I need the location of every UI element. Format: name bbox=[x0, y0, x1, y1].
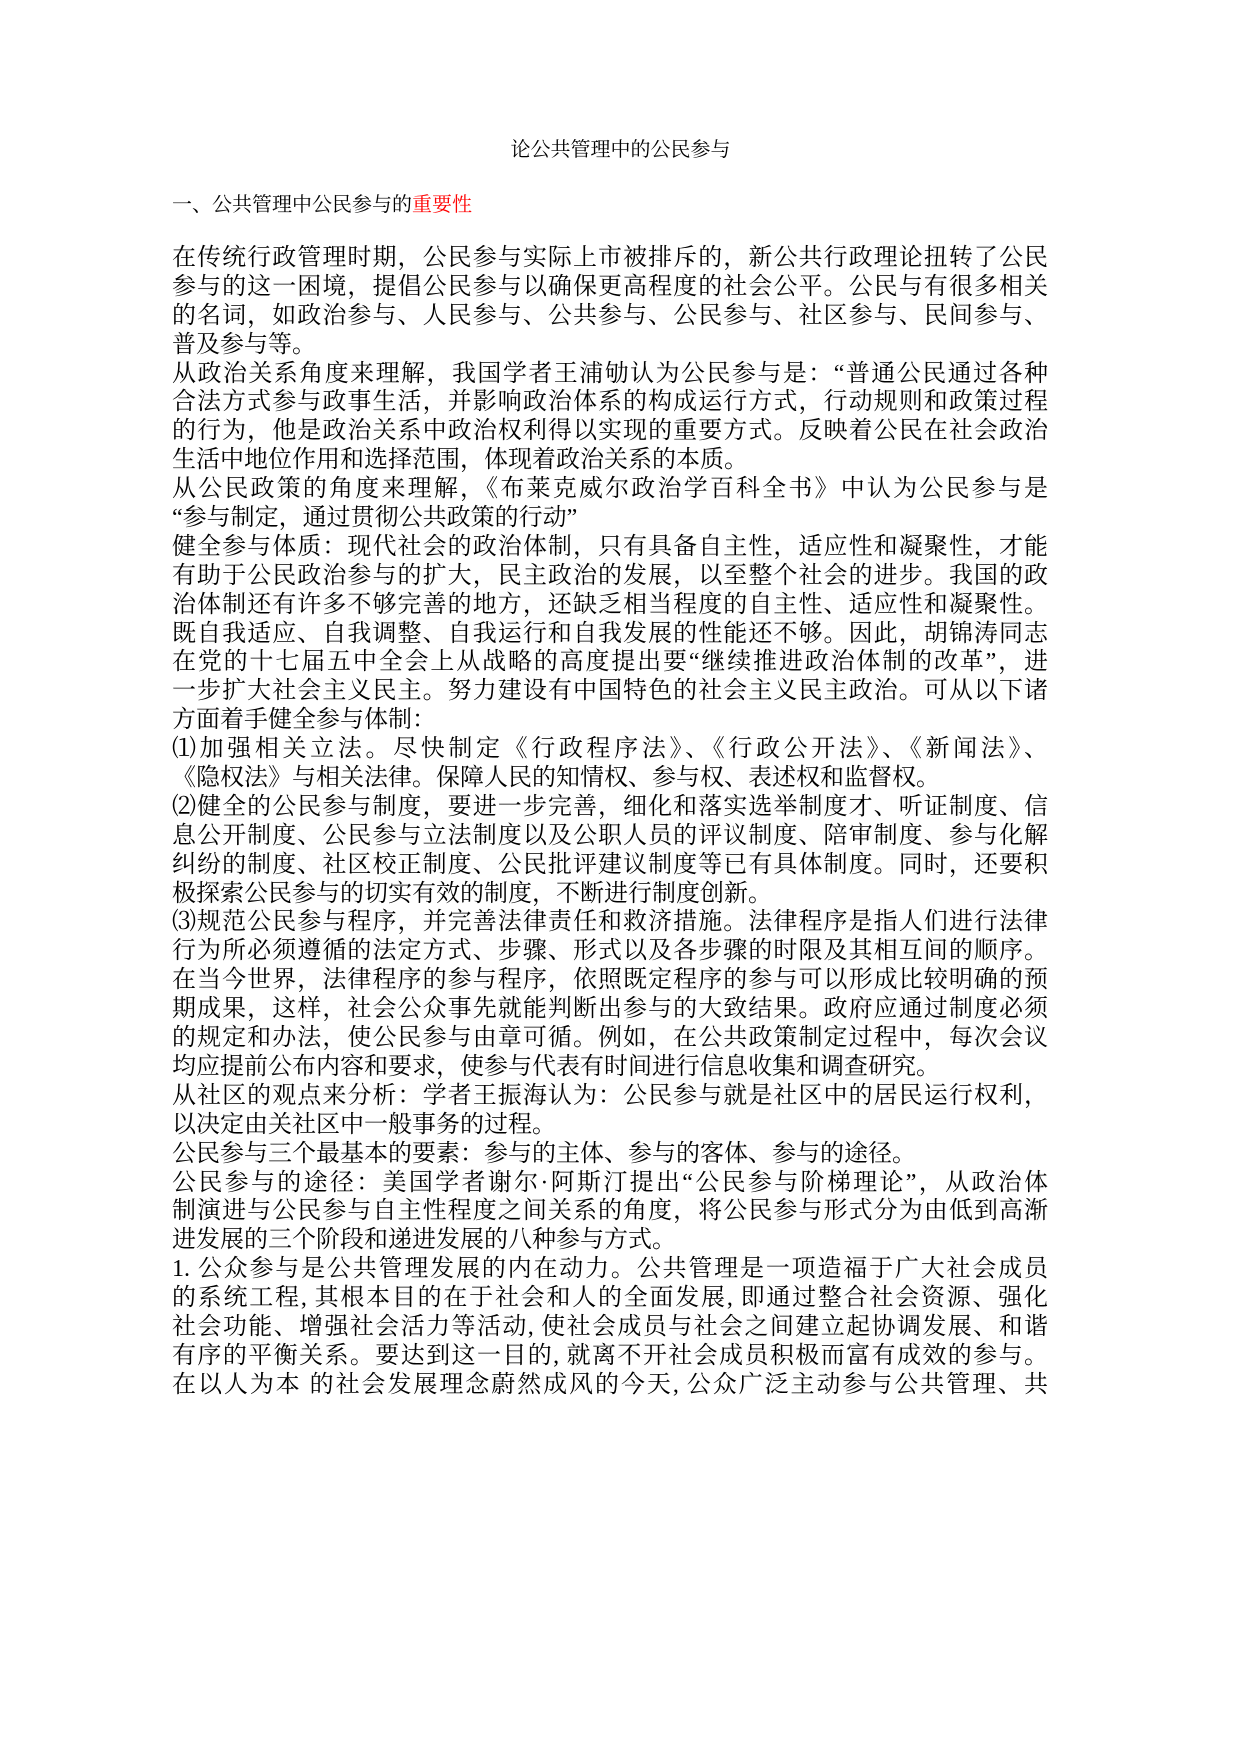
text-line: 健全参与体质：现代社会的政治体制，只有具备自主性，适应性和凝聚性，才能 bbox=[172, 533, 1048, 560]
text-line: 生活中地位作用和选择范围，体现着政治关系的本质。 bbox=[172, 447, 748, 474]
text-line: 1. 公众参与是公共管理发展的内在动力。公共管理是一项造福于广大社会成员 bbox=[172, 1256, 1048, 1283]
section-heading bbox=[172, 191, 472, 219]
text-line: 有助于公民政治参与的扩大，民主政治的发展，以至整个社会的进步。我国的政 bbox=[172, 562, 1048, 589]
text-line: 息公开制度、公民参与立法制度以及公职人员的评议制度、陪审制度、参与化解 bbox=[172, 822, 1048, 849]
text-line: 公民参与的途径：美国学者谢尔·阿斯汀提出“公民参与阶梯理论”，从政治体 bbox=[172, 1169, 1048, 1196]
text-line: 社会功能、增强社会活力等活动, 使社会成员与社会之间建立起协调发展、和谐 bbox=[172, 1313, 1048, 1340]
text-line: 的行为，他是政治关系中政治权利得以实现的重要方式。反映着公民在社会政治 bbox=[172, 418, 1048, 445]
paragraph bbox=[172, 735, 1048, 793]
text-line: 在传统行政管理时期，公民参与实际上市被排斥的，新公共行政理论扭转了公民 bbox=[172, 245, 1048, 271]
text-line: 参与的这一困境，提倡公民参与以确保更高程度的社会公平。公民与有很多相关 bbox=[172, 273, 1048, 300]
text-line: “参与制定，通过贯彻公共政策的行动” bbox=[172, 505, 578, 532]
text-line: 极探索公民参与的切实有效的制度，不断进行制度创新。 bbox=[172, 880, 772, 907]
text-line: 从社区的观点来分析：学者王振海认为：公民参与就是社区中的居民运行权利， bbox=[172, 1082, 1048, 1109]
paragraph bbox=[172, 793, 1048, 909]
text-line: 从公民政策的角度来理解，《布莱克威尔政治学百科全书》中认为公民参与是 bbox=[172, 476, 1048, 503]
text-line: 的规定和办法，使公民参与由章可循。例如，在公共政策制定过程中，每次会议 bbox=[172, 1025, 1048, 1052]
text-line: 《隐权法》与相关法律。保障人民的知情权、参与权、表述权和监督权。 bbox=[172, 765, 940, 792]
text-line: 合法方式参与政事生活，并影响政治体系的构成运行方式，行动规则和政策过程 bbox=[172, 389, 1048, 416]
text-line: 期成果，这样，社会公众事先就能判断出参与的大致结果。政府应通过制度必须 bbox=[172, 996, 1048, 1023]
text-line: ⑴加强相关立法。尽快制定《行政程序法》、《行政公开法》、《新闻法》、 bbox=[172, 736, 1048, 763]
document-title: 论公共管理中的公民参与 bbox=[510, 139, 731, 161]
paragraph bbox=[172, 1169, 1048, 1256]
text-line: 治体制还有许多不够完善的地方，还缺乏相当程度的自主性、适应性和凝聚性。 bbox=[172, 591, 1048, 618]
text-line: 在以人为本 的社会发展理念蔚然成风的今天, 公众广泛主动参与公共管理、共 bbox=[172, 1371, 1048, 1398]
text-line: 制演进与公民参与自主性程度之间关系的角度，将公民参与形式分为由低到高渐 bbox=[172, 1198, 1048, 1225]
text-line: 从政治关系角度来理解，我国学者王浦劬认为公民参与是：“普通公民通过各种 bbox=[172, 360, 1048, 387]
text-line: 有序的平衡关系。要达到这一目的, 就离不开社会成员积极而富有成效的参与。 bbox=[172, 1342, 1048, 1369]
paragraph bbox=[172, 360, 1048, 476]
text-line: 公民参与三个最基本的要素：参与的主体、参与的客体、参与的途径。 bbox=[172, 1140, 916, 1167]
text-line: 均应提前公布内容和要求，使参与代表有时间进行信息收集和调查研究。 bbox=[172, 1053, 940, 1080]
paragraph bbox=[172, 1255, 1048, 1399]
section-heading-highlight: 重要性 bbox=[412, 194, 472, 216]
text-line: 在党的十七届五中全会上从战略的高度提出要“继续推进政治体制的改革”，进 bbox=[172, 649, 1048, 676]
document-body bbox=[172, 244, 1048, 1400]
paragraph bbox=[172, 908, 1048, 1081]
text-line: 方面着手健全参与体制： bbox=[172, 707, 436, 734]
paragraph bbox=[172, 244, 1048, 360]
text-line: 进发展的三个阶段和递进发展的八种参与方式。 bbox=[172, 1227, 676, 1254]
text-line: 行为所必须遵循的法定方式、步骤、形式以及各步骤的时限及其相互间的顺序。 bbox=[172, 938, 1048, 965]
text-line: 的系统工程, 其根本目的在于社会和人的全面发展, 即通过整合社会资源、强化 bbox=[172, 1285, 1048, 1312]
text-line: 以决定由关社区中一般事务的过程。 bbox=[172, 1111, 556, 1138]
section-heading-text: 一、公共管理中公民参与的 bbox=[172, 194, 412, 216]
text-line: 纠纷的制度、社区校正制度、公民批评建议制度等已有具体制度。同时，还要积 bbox=[172, 851, 1048, 878]
paragraph bbox=[172, 533, 1048, 735]
text-line: 在当今世界，法律程序的参与程序，依照既定程序的参与可以形成比较明确的预 bbox=[172, 967, 1048, 994]
text-line: 普及参与等。 bbox=[172, 331, 316, 358]
paragraph bbox=[172, 1082, 1048, 1140]
text-line: ⑵健全的公民参与制度，要进一步完善，细化和落实选举制度才、听证制度、信 bbox=[172, 793, 1048, 820]
text-line: 既自我适应、自我调整、自我运行和自我发展的性能还不够。因此，胡锦涛同志 bbox=[172, 620, 1048, 647]
text-line: 一步扩大社会主义民主。努力建设有中国特色的社会主义民主政治。可从以下诸 bbox=[172, 678, 1048, 705]
paragraph bbox=[172, 1140, 1048, 1169]
text-line: 的名词，如政治参与、人民参与、公共参与、公民参与、社区参与、民间参与、 bbox=[172, 302, 1048, 329]
text-line: ⑶规范公民参与程序，并完善法律责任和救济措施。法律程序是指人们进行法律 bbox=[172, 909, 1048, 936]
paragraph bbox=[172, 475, 1048, 533]
